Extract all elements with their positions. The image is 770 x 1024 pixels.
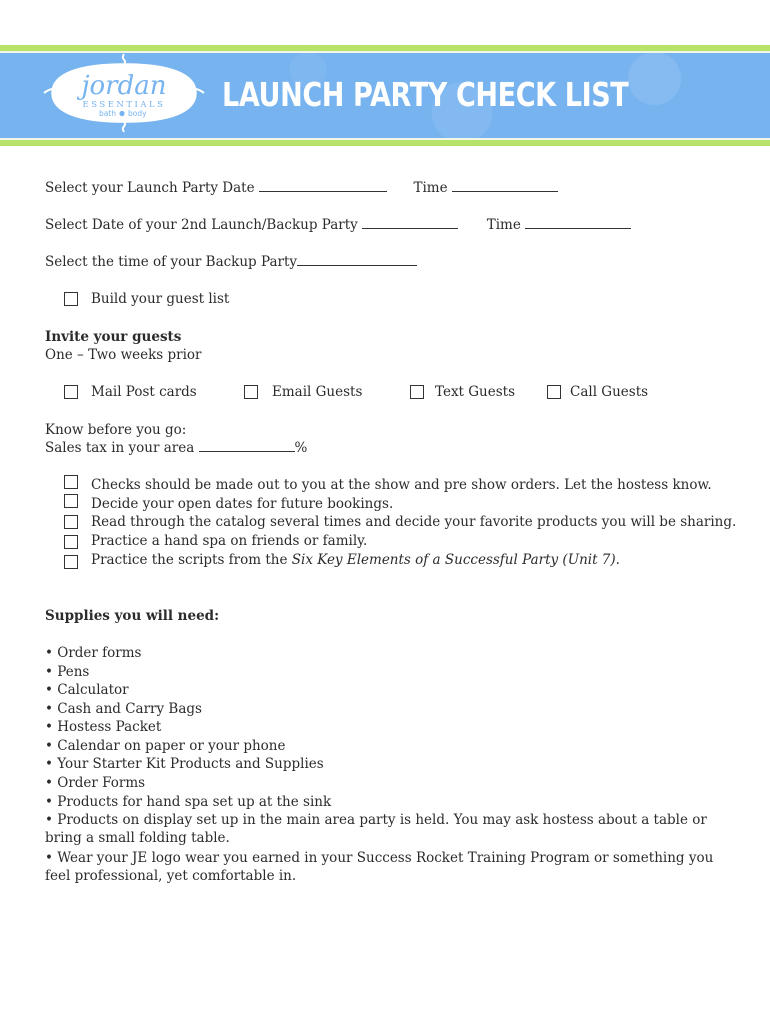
backup-date-label: Select Date of your 2nd Launch/Backup Party [45,217,358,233]
page-title: LAUNCH PARTY CHECK LIST [222,75,629,114]
jordan-essentials-logo [38,52,210,134]
guest-list-label: Build your guest list [91,291,230,307]
task-checkbox-3[interactable] [64,515,78,529]
svg-text:ESSENTIALS: ESSENTIALS [82,100,166,110]
task-label-2: Decide your open dates for future bookings. [91,496,394,512]
svg-text:body: body [128,109,147,118]
supply-item: • Calendar on paper or your phone [45,738,286,754]
task-checkbox-4[interactable] [64,535,78,549]
mail-postcards-checkbox[interactable] [64,385,78,399]
task-checkbox-5[interactable] [64,555,78,569]
backup-time-field[interactable] [525,216,631,229]
launch-time-field[interactable] [452,179,558,192]
invite-heading: Invite your guests [45,329,182,345]
backup-date-field[interactable] [362,216,458,229]
supply-item: • Your Starter Kit Products and Supplies [45,756,324,772]
email-guests-checkbox[interactable] [244,385,258,399]
task-5-italic-title: Six Key Elements of a Successful Party (Unit 7) [291,552,616,568]
call-guests-checkbox[interactable] [547,385,561,399]
sales-tax-field[interactable] [199,439,295,452]
invite-subheading: One – Two weeks prior [45,347,202,363]
sales-tax-row [45,439,307,457]
task-5-prefix: Practice the scripts from the [91,552,292,568]
task-checkbox-1[interactable] [64,475,78,489]
launch-date-label: Select your Launch Party Date [45,180,255,196]
supply-item: • Cash and Carry Bags [45,701,202,717]
supply-item: • Order forms [45,645,142,661]
banner-top-stripe [0,45,770,51]
supply-item: • Order Forms [45,775,146,791]
supply-item: • Products for hand spa set up at the sink [45,794,332,810]
mail-postcards-label: Mail Post cards [91,384,197,400]
sales-tax-label: Sales tax in your area [45,440,195,456]
svg-text:bath: bath [98,109,116,118]
percent-sign: % [294,440,308,456]
know-heading: Know before you go: [45,422,187,438]
text-guests-label: Text Guests [435,384,516,400]
task-checkbox-2[interactable] [64,494,78,508]
supply-item: • Products on display set up in the main area party is held. You may ask hostess about a table or bring a small folding table. [45,812,707,846]
text-guests-checkbox[interactable] [410,385,424,399]
launch-date-row [45,179,558,197]
task-label-3: Read through the catalog several times and decide your favorite products you will be sharing. [91,514,737,530]
task-label-5 [91,551,620,569]
call-guests-label: Call Guests [570,384,649,400]
task-5-suffix: . [615,552,620,568]
launch-date-field[interactable] [259,179,387,192]
supply-item: • Wear your JE logo wear you earned in your Success Rocket Training Program or something you feel professional, yet comfortable in. [45,850,714,884]
supplies-heading: Supplies you will need: [45,608,220,624]
email-guests-label: Email Guests [272,384,363,400]
backup-date-row [45,216,631,234]
banner-bottom-stripe [0,140,770,146]
guest-list-checkbox[interactable] [64,292,78,306]
launch-time-label: Time [413,180,448,196]
task-label-4: Practice a hand spa on friends or family. [91,533,368,549]
backup-party-time-field[interactable] [297,253,417,266]
backup-time-label: Time [486,217,521,233]
svg-text:jordan: jordan [81,71,167,101]
supply-item: • Calculator [45,682,129,698]
supply-item: • Hostess Packet [45,719,162,735]
task-label-1: Checks should be made out to you at the show and pre show orders. Let the hostess know. [91,477,712,493]
supply-item: • Pens [45,664,90,680]
backup-time-select-label: Select the time of your Backup Party [45,254,298,270]
backup-time-row [45,253,417,271]
